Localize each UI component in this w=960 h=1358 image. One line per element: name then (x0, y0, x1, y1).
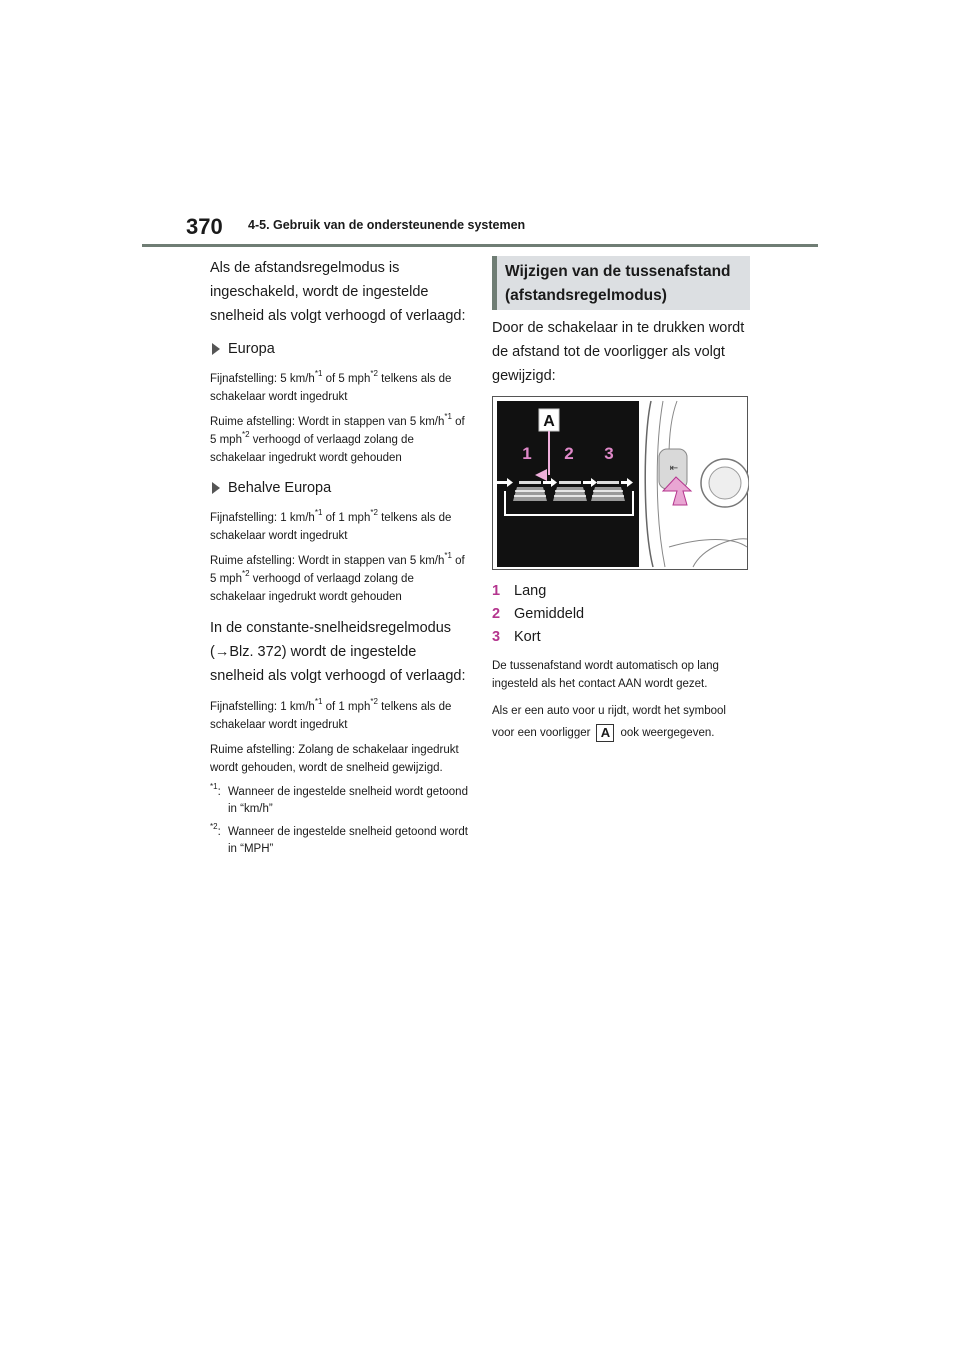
list-item: 1 Lang (492, 583, 547, 599)
intro-paragraph: Als de afstandsregelmodus is ingeschakeld, wordt de ingestelde snelheid als volgt verhoogd of verlaagd: (210, 260, 466, 324)
bullet-europe-label: Europa (228, 341, 275, 357)
svg-text:⇤: ⇤ (669, 463, 679, 474)
non-europe-coarse-adjust: Ruime afstelling: Wordt in stappen van 5 $km/h^{*1}$ of 5 mph$^{*2}$ verhoogd of verlaagd zolang de schakelaar ingedrukt wordt gehouden (210, 551, 465, 603)
constant-fine-adjust: Fijnafstelling: 1 $km/h^{*1}$ of 1 mph$^{*2}$ telkens als de schakelaar wordt ingedrukt (210, 697, 452, 731)
section-title: 4-5. Gebruik van de ondersteunende systemen (248, 218, 526, 232)
footnote-2: $^{*2}$: Wanneer de ingestelde snelheid getoond wordt in “MPH” (210, 822, 468, 855)
non-europe-fine-adjust: Fijnafstelling: 1 $km/h^{*1}$ of 1 mph$^{*2}$ telkens als de schakelaar wordt ingedrukt (210, 508, 452, 542)
bullet-non-europe-label: Behalve Europa (228, 480, 332, 496)
label-a-text: A (543, 413, 555, 430)
list-item: 3 Kort (492, 629, 541, 645)
bullet-non-europe (212, 477, 468, 499)
triangle-bullet-icon (212, 482, 220, 494)
constant-mode-paragraph: In de constante-snelheidsregelmodus (→Blz. 372) wordt de ingestelde snelheid als volgt verhoogd of verlaagd: (210, 620, 466, 684)
steering-wheel-switch (645, 401, 749, 567)
figure-num-2: 2 (564, 444, 574, 463)
preceding-vehicle-symbol-icon: A (596, 724, 614, 742)
triangle-bullet-icon (212, 343, 220, 355)
bullet-europe (212, 338, 468, 360)
distance-switch-figure (492, 396, 748, 570)
left-column (210, 256, 468, 864)
page-number: 370 (186, 214, 223, 239)
list-item: 2 Gemiddeld (492, 606, 585, 622)
preceding-vehicle-note: Als er een auto voor u rijdt, wordt het symbool voor een voorligger A ook weergegeven. (492, 705, 726, 740)
section-heading-box (492, 256, 750, 310)
figure-num-1: 1 (522, 444, 532, 463)
right-intro-paragraph: Door de schakelaar in te drukken wordt de afstand tot de voorligger als volgt gewijzigd: (492, 320, 745, 384)
auto-reset-note: De tussenafstand wordt automatisch op lang ingesteld als het contact AAN wordt gezet. (492, 660, 719, 690)
constant-coarse-adjust: Ruime afstelling: Zolang de schakelaar ingedrukt wordt gehouden, wordt de snelheid gewijzigd. (210, 744, 459, 774)
europe-coarse-adjust: Ruime afstelling: Wordt in stappen van 5 $km/h^{*1}$ of 5 mph$^{*2}$ verhoogd of verlaagd zolang de schakelaar ingedrukt wordt gehouden (210, 412, 465, 464)
right-column (492, 256, 750, 744)
header-divider (142, 244, 818, 247)
distance-switch-illustration (493, 397, 749, 571)
section-heading: Wijzigen van de tussenafstand (afstandsregelmodus) (505, 263, 731, 304)
europe-fine-adjust: Fijnafstelling: 5 $km/h^{*1}$ of 5 mph$^{*2}$ telkens als de schakelaar wordt ingedrukt (210, 369, 452, 403)
distance-options-list (492, 580, 750, 649)
figure-num-3: 3 (604, 444, 614, 463)
footnote-1: $^{*1}$: Wanneer de ingestelde snelheid wordt getoond in “km/h” (210, 782, 468, 815)
page-header (186, 214, 818, 248)
